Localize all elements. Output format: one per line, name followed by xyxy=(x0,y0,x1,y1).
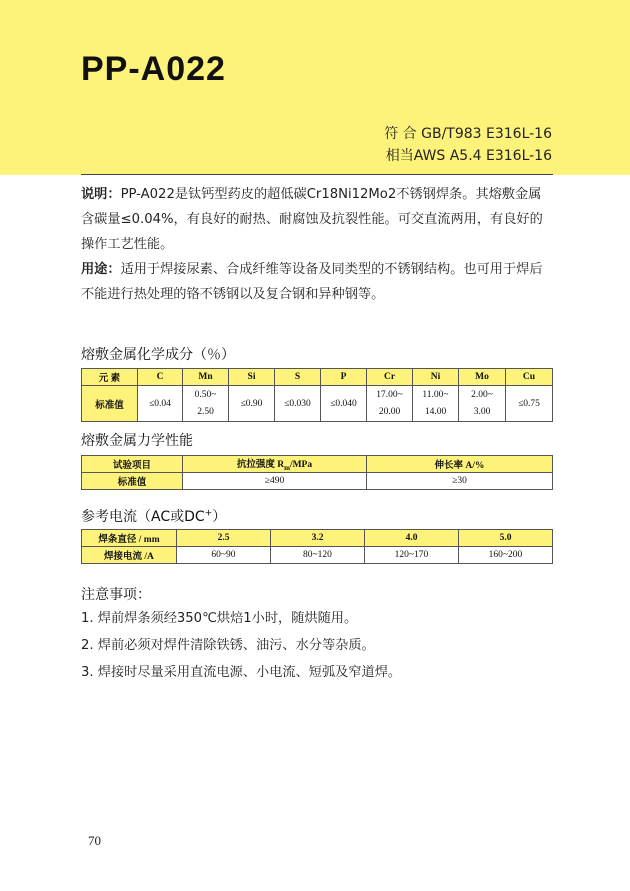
chemical-value-row xyxy=(82,386,553,422)
chemical-header-row xyxy=(82,369,553,386)
current-row-label: 焊接电流 /A xyxy=(82,547,177,564)
chem-value-line: 3.00 xyxy=(473,406,491,417)
chem-value-cell xyxy=(367,386,413,422)
chem-value-line: 0.50~ xyxy=(194,389,217,400)
usage-paragraph xyxy=(81,257,553,307)
current-table xyxy=(81,529,553,564)
mech-header-unit: /MPa xyxy=(289,460,313,471)
current-cell: 80~120 xyxy=(271,547,365,564)
current-cell: 160~200 xyxy=(459,547,553,564)
chemical-table xyxy=(81,368,553,422)
chem-value-line: 20.00 xyxy=(378,406,401,417)
mechanical-section-title: 熔敷金属力学性能 xyxy=(81,433,193,449)
chem-value-cell xyxy=(413,386,459,422)
divider xyxy=(81,174,553,175)
notes-title: 注意事项： xyxy=(81,587,151,603)
description-label: 说明： xyxy=(81,187,121,202)
usage-label: 用途： xyxy=(81,262,121,277)
chem-value-cell xyxy=(183,386,229,422)
mechanical-table xyxy=(81,455,553,490)
chem-header-cell: Ni xyxy=(413,369,459,386)
chem-value-cell: ≤0.030 xyxy=(275,386,321,422)
mechanical-value-row xyxy=(82,473,553,490)
chem-header-cell: Cr xyxy=(367,369,413,386)
mech-header-cell: 试验项目 xyxy=(82,456,183,473)
current-cell: 120~170 xyxy=(365,547,459,564)
mech-header-cell: 伸长率 A/% xyxy=(367,456,553,473)
chem-value-line: 11.00~ xyxy=(422,389,449,400)
notes-list xyxy=(81,605,401,686)
diameter-cell: 2.5 xyxy=(177,530,271,547)
chem-row-label: 标准值 xyxy=(82,386,138,422)
description-text: PP-A022是钛钙型药皮的超低碳Cr18Ni12Mo2不锈钢焊条。其熔敷金属含碳量≤0.04%，有良好的耐热、耐腐蚀及抗裂性能。可交直流两用，有良好的操作工艺性能。 xyxy=(81,187,543,252)
chem-header-cell: Mo xyxy=(459,369,506,386)
chem-value-cell: ≤0.75 xyxy=(506,386,553,422)
note-item: 2. 焊前必须对焊件清除铁锈、油污、水分等杂质。 xyxy=(81,638,375,653)
chem-value-cell: ≤0.040 xyxy=(321,386,367,422)
mech-value-cell: ≥30 xyxy=(367,473,553,490)
mech-header-text: 抗拉强度 R xyxy=(236,460,285,471)
description-block xyxy=(81,182,553,307)
mechanical-header-row xyxy=(82,456,553,473)
description-paragraph xyxy=(81,182,553,257)
standard-gb: 符 合 GB/T983 E316L-16 xyxy=(384,126,552,142)
current-cell: 60~90 xyxy=(177,547,271,564)
mech-row-label: 标准值 xyxy=(82,473,183,490)
current-section-title xyxy=(81,506,226,526)
chem-value-line: 17.00~ xyxy=(376,389,403,400)
chem-header-cell: Mn xyxy=(183,369,229,386)
usage-text: 适用于焊接尿素、合成纤维等设备及同类型的不锈钢结构。也可用于焊后不能进行热处理的铬不锈钢以及复合钢和异种钢等。 xyxy=(81,262,543,302)
chem-header-cell: P xyxy=(321,369,367,386)
note-item: 1. 焊前焊条须经350℃烘焙1小时，随烘随用。 xyxy=(81,611,358,626)
chemical-section-title: 熔敷金属化学成分（％） xyxy=(81,347,235,363)
current-diameter-row xyxy=(82,530,553,547)
chem-value-cell xyxy=(459,386,506,422)
mech-value-cell: ≥490 xyxy=(183,473,367,490)
chem-value-line: 14.00 xyxy=(424,406,447,417)
page-number: 70 xyxy=(88,833,101,848)
diameter-cell: 5.0 xyxy=(459,530,553,547)
chem-value-cell: ≤0.90 xyxy=(229,386,275,422)
page-title: PP-A022 xyxy=(81,50,226,88)
current-row-label: 焊条直径 / mm xyxy=(82,530,177,547)
chem-header-cell: Si xyxy=(229,369,275,386)
chem-value-line: 2.00~ xyxy=(471,389,493,400)
diameter-cell: 4.0 xyxy=(365,530,459,547)
current-title-sup: + xyxy=(204,508,213,519)
mech-header-subscript: m xyxy=(284,463,290,472)
diameter-cell: 3.2 xyxy=(271,530,365,547)
chem-header-cell: 元 素 xyxy=(82,369,138,386)
note-item: 3. 焊接时尽量采用直流电源、小电流、短弧及窄道焊。 xyxy=(81,665,402,680)
current-title-text: 参考电流（AC或DC xyxy=(81,509,205,525)
current-title-suffix: ） xyxy=(212,509,227,525)
chem-value-cell: ≤0.04 xyxy=(138,386,183,422)
chem-header-cell: Cu xyxy=(506,369,553,386)
chem-header-cell: S xyxy=(275,369,321,386)
chem-value-line: 2.50 xyxy=(197,406,214,417)
chem-header-cell: C xyxy=(138,369,183,386)
mech-header-cell xyxy=(183,456,367,473)
standard-aws: 相当AWS A5.4 E316L-16 xyxy=(385,148,552,164)
current-amperage-row xyxy=(82,547,553,564)
